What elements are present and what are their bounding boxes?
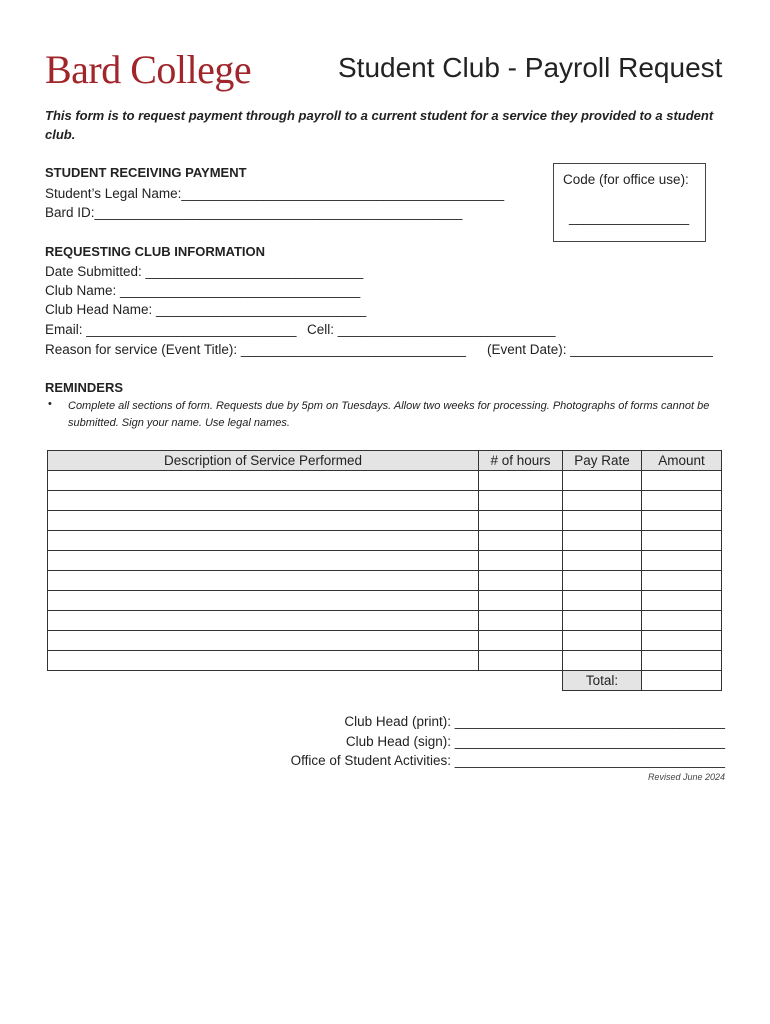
pay-rate-cell[interactable] [563,491,642,511]
pay-rate-cell[interactable] [563,511,642,531]
amount-cell[interactable] [642,471,722,491]
amount-cell[interactable] [642,531,722,551]
amount-cell[interactable] [642,591,722,611]
description-cell[interactable] [48,511,479,531]
pay-rate-cell[interactable] [563,571,642,591]
osa-signature-field[interactable]: Office of Student Activities: ____________________________________ [290,753,725,768]
column-header-hours: # of hours [479,451,563,471]
amount-cell[interactable] [642,651,722,671]
event-title-field[interactable]: Reason for service (Event Title): ______________________________ [45,342,467,357]
table-row [48,631,722,651]
table-row [48,491,722,511]
student-section-heading: STUDENT RECEIVING PAYMENT [45,165,247,180]
pay-rate-cell[interactable] [563,611,642,631]
club-head-print-field[interactable]: Club Head (print): ____________________________________ [344,714,725,729]
amount-cell[interactable] [642,631,722,651]
office-code-field[interactable]: ________________ [569,210,690,225]
reminder-text: Complete all sections of form. Requests due by 5pm on Tuesdays. Allow two weeks for processing. Photographs of forms cannot be submitted. Sign your name. Use legal names. [68,400,710,429]
cell-field[interactable]: Cell: _____________________________ [307,322,556,337]
description-cell[interactable] [48,491,479,511]
bard-id-field[interactable]: Bard ID:_________________________________________________ [45,205,463,220]
description-cell[interactable] [48,551,479,571]
column-header-amount: Amount [642,451,722,471]
table-row [48,471,722,491]
table-row [48,591,722,611]
total-row [48,671,722,691]
bard-college-logo: Bard College [45,47,252,92]
pay-rate-cell[interactable] [563,591,642,611]
reminder-bullet: • [48,398,52,410]
page-title: Student Club - Payroll Request [338,52,723,83]
amount-cell[interactable] [642,551,722,571]
intro-text: This form is to request payment through payroll to a current student for a service they provided to a student club. [45,108,714,142]
table-row [48,551,722,571]
date-submitted-field[interactable]: Date Submitted: _____________________________ [45,264,364,279]
club-head-sign-field[interactable]: Club Head (sign): ____________________________________ [345,734,725,749]
club-head-name-field[interactable]: Club Head Name: ____________________________ [45,302,367,317]
table-row [48,571,722,591]
pay-rate-cell[interactable] [563,551,642,571]
table-row [48,651,722,671]
reminders-heading: REMINDERS [45,380,124,395]
event-date-field[interactable]: (Event Date): ___________________ [487,342,713,357]
pay-rate-cell[interactable] [563,631,642,651]
service-table [47,450,722,691]
club-name-field[interactable]: Club Name: ________________________________ [45,283,361,298]
club-section-heading: REQUESTING CLUB INFORMATION [45,244,266,259]
hours-cell[interactable] [479,611,563,631]
amount-cell[interactable] [642,491,722,511]
column-header-description: Description of Service Performed [48,451,479,471]
hours-cell[interactable] [479,651,563,671]
amount-cell[interactable] [642,511,722,531]
student-legal-name-field[interactable]: Student’s Legal Name:___________________________________________ [45,186,505,201]
hours-cell[interactable] [479,531,563,551]
hours-cell[interactable] [479,491,563,511]
office-code-box [553,163,706,242]
description-cell[interactable] [48,591,479,611]
description-cell[interactable] [48,531,479,551]
description-cell[interactable] [48,611,479,631]
total-label: Total: [563,671,642,691]
table-row [48,511,722,531]
hours-cell[interactable] [479,551,563,571]
table-row [48,611,722,631]
hours-cell[interactable] [479,591,563,611]
column-header-pay-rate: Pay Rate [563,451,642,471]
revised-date: Revised June 2024 [647,772,725,782]
office-code-label: Code (for office use): [563,172,689,187]
email-field[interactable]: Email: ____________________________ [45,322,297,337]
description-cell[interactable] [48,471,479,491]
pay-rate-cell[interactable] [563,471,642,491]
table-row [48,531,722,551]
hours-cell[interactable] [479,511,563,531]
amount-cell[interactable] [642,611,722,631]
description-cell[interactable] [48,651,479,671]
hours-cell[interactable] [479,471,563,491]
hours-cell[interactable] [479,631,563,651]
total-amount-cell[interactable] [642,671,722,691]
pay-rate-cell[interactable] [563,531,642,551]
pay-rate-cell[interactable] [563,651,642,671]
table-header-row [48,451,722,471]
description-cell[interactable] [48,571,479,591]
amount-cell[interactable] [642,571,722,591]
hours-cell[interactable] [479,571,563,591]
description-cell[interactable] [48,631,479,651]
